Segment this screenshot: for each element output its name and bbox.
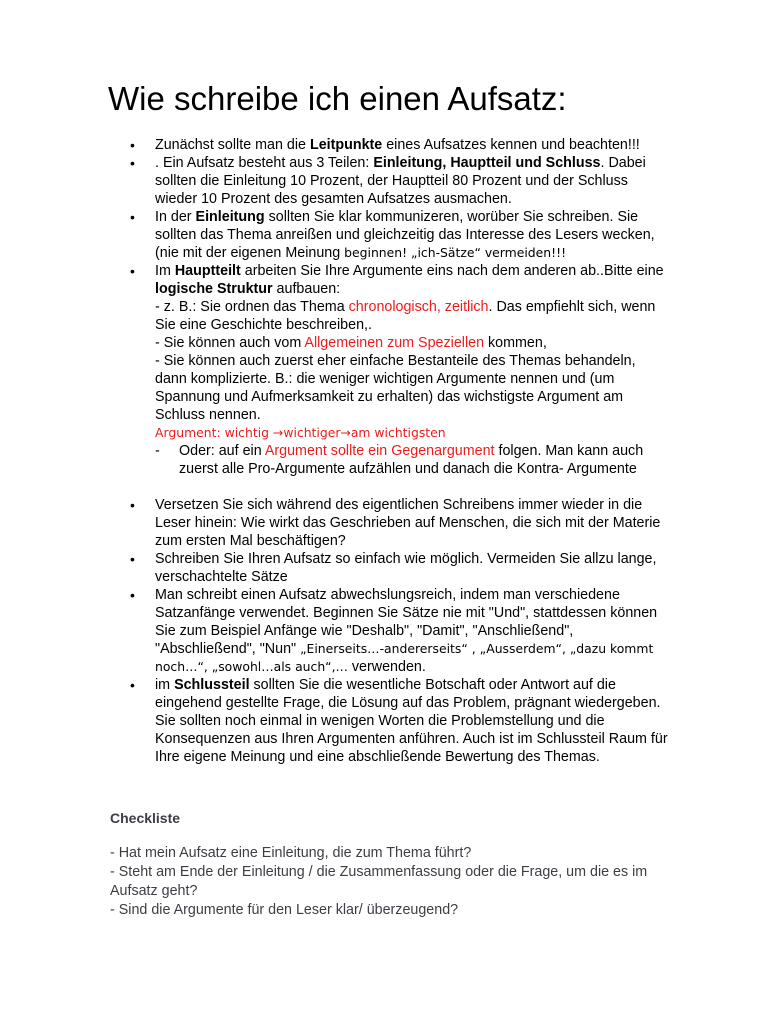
- sub-point: - Oder: auf ein Argument sollte ein Gegenargument folgen. Man kann auch zuerst alle Pro-Argumente aufzählen und danach die Kontra- Argumente: [155, 443, 644, 477]
- checklist-section: [110, 810, 670, 920]
- sub-point: - Sie können auch zuerst eher einfache Bestanteile des Themas behandeln, dann komplizierte. B.: die weniger wichtigen Argumente nennen und (um Spannung und Aufmerksamkeit zu erhalten) das wichstigste Argument am Schluss nennen.: [155, 353, 636, 423]
- list-item: • . Ein Aufsatz besteht aus 3 Teilen: Einleitung, Hauptteil und Schluss. Dabei sollten die Einleitung 10 Prozent, der Hauptteil 80 Prozent und der Schluss wieder 10 Prozent des gesamten Aufsatzes ausmachen.: [108, 154, 668, 208]
- list-item: • Schreiben Sie Ihren Aufsatz so einfach wie möglich. Vermeiden Sie allzu lange, verschachtelte Sätze: [108, 550, 668, 586]
- checklist-line: - Hat mein Aufsatz eine Einleitung, die zum Thema führt?: [110, 845, 472, 861]
- sub-point: - z. B.: Sie ordnen das Thema chronologisch, zeitlich. Das empfiehlt sich, wenn Sie eine Geschichte beschreiben,.: [155, 299, 656, 333]
- sub-point: - Sie können auch vom Allgemeinen zum Speziellen kommen,: [155, 335, 547, 351]
- list-item: • im Schlussteil sollten Sie die wesentliche Botschaft oder Antwort auf die eingehend gestellte Frage, die Lösung auf das Problem, prägnant wiedergeben. Sie sollten noch einmal in wenigen Worten die Problemstellung und die Konsequenzen aus Ihren Argumenten anführen. Auch ist im Schlussteil Raum für Ihre eigene Meinung und eine abschließende Bewertung des Themas.: [108, 676, 668, 766]
- list-item: • Versetzen Sie sich während des eigentlichen Schreibens immer wieder in die Leser hinein: Wie wirkt das Geschrieben auf Menschen, die sich mit der Materie zum ersten Mal beschäftigen?: [108, 496, 668, 550]
- list-item: • In der Einleitung sollten Sie klar kommunizeren, worüber Sie schreiben. Sie sollten das Thema anreißen und gleichzeitig das Interesse des Lesers wecken, (nie mit der eigenen Meinung beginnen! „ich-Sätze“ vermeiden!!!: [108, 208, 668, 262]
- list-item: • Zunächst sollte man die Leitpunkte eines Aufsatzes kennen und beachten!!!: [108, 136, 668, 154]
- spacer: [155, 478, 668, 496]
- guide-list: [108, 136, 668, 766]
- list-item-hauptteil: • Im Hauptteilt arbeiten Sie Ihre Argumente eins nach dem anderen ab..Bitte eine logische Struktur aufbauen: - z. B.: Sie ordnen das Thema chronologisch, zeitlich. Das empfiehlt sich, wenn Sie eine Geschichte beschreiben,. - Sie können auch vom Allgemeinen zum Speziellen kommen, - Sie können auch zuerst eher einfache Bestanteile des Themas behandeln, dann komplizierte. B.: die weniger wichtigen Argumente nennen und (um Spannung und Aufmerksamkeit zu erhalten) das wichstigste Argument am Schluss nennen. Argument: wichtig →wichtiger→am wichtigsten - Oder: auf ein Argument sollte ein Gegenargument folgen. Man kann auch zuerst alle Pro-Argumente aufzählen und danach die Kontra- Argumente: [108, 262, 668, 496]
- checklist-line: - Steht am Ende der Einleitung / die Zusammenfassung oder die Frage, um die es im Aufsatz geht?: [110, 864, 648, 899]
- checklist-line: - Sind die Argumente für den Leser klar/ überzeugend?: [110, 902, 459, 918]
- list-item: • Man schreibt einen Aufsatz abwechslungsreich, indem man verschiedene Satzanfänge verwendet. Beginnen Sie Sätze nie mit "Und", stattdessen können Sie zum Beispiel Anfänge wie "Deshalb", "Damit", "Anschließend", "Abschließend", "Nun" „Einerseits…-andererseits“ , „Ausserdem“, „dazu kommt noch…“, „sowohl…als auch“,… verwenden.: [108, 586, 668, 676]
- page-title: Wie schreibe ich einen Aufsatz:: [108, 80, 567, 117]
- argument-scale: Argument: wichtig →wichtiger→am wichtigsten: [155, 425, 446, 440]
- checklist-title: Checkliste: [110, 810, 181, 826]
